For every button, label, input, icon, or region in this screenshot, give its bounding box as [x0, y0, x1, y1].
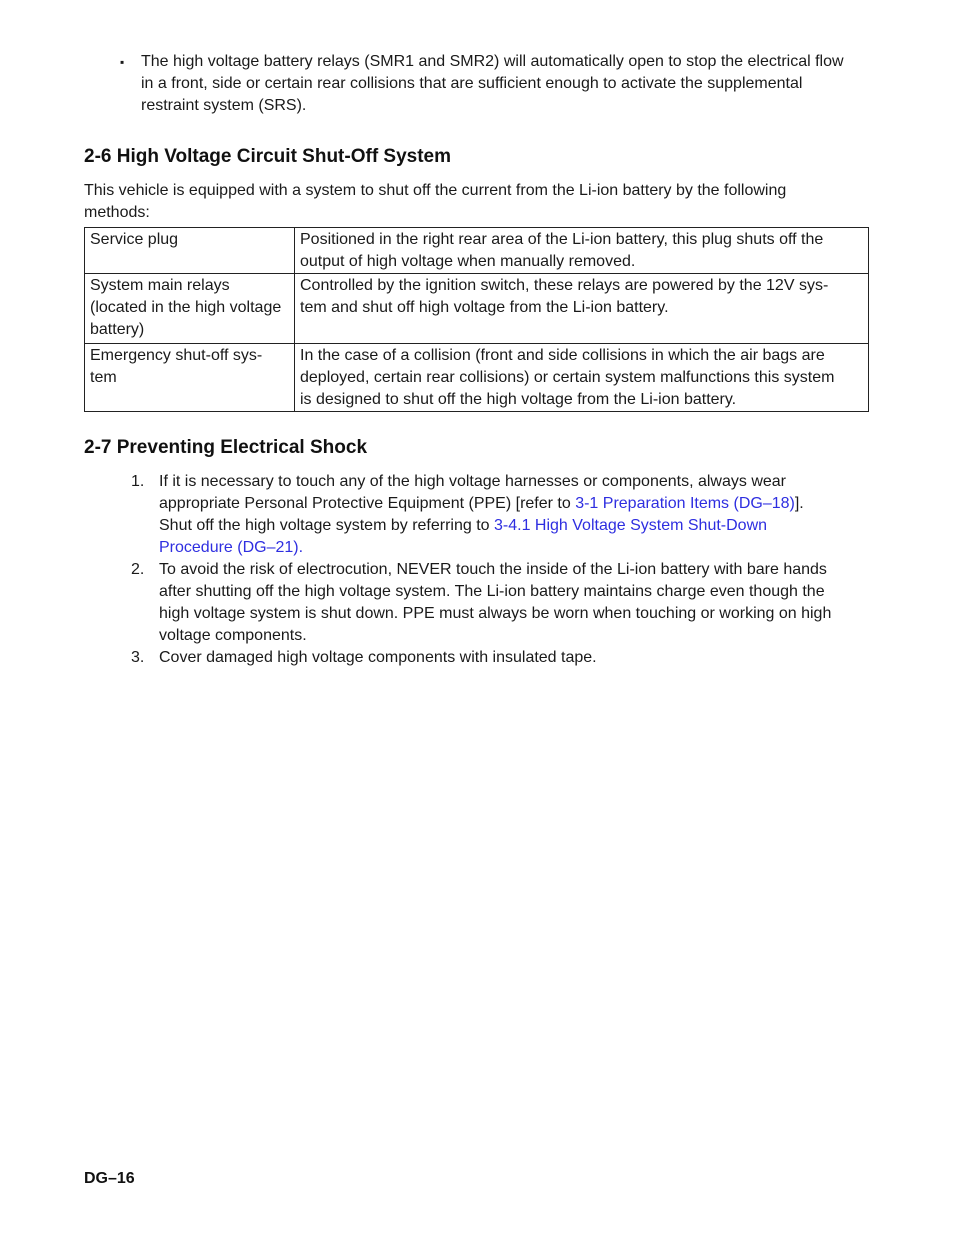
method-name-cell [85, 344, 295, 412]
cell-line: Controlled by the ignition switch, these relays are powered by the 12V sys- [300, 277, 829, 294]
bullet-line: restraint system (SRS). [141, 97, 307, 114]
page-number: DG–16 [84, 1170, 135, 1187]
list-number: 3. [131, 649, 145, 666]
table-row [85, 344, 869, 412]
cell-line: Service plug [90, 231, 179, 248]
shutdown-procedure-link[interactable]: 3-4.1 High Voltage System Shut-Down [494, 517, 768, 534]
cell-line: battery) [90, 321, 145, 338]
bullet-list [120, 51, 870, 117]
item-line: If it is necessary to touch any of the high voltage harnesses or components, always wear [159, 473, 786, 490]
intro-line: methods: [84, 204, 150, 221]
method-name-cell [85, 228, 295, 274]
cell-line: tem and shut off high voltage from the Li-ion battery. [300, 299, 669, 316]
intro-line: This vehicle is equipped with a system to shut off the current from the Li-ion battery by the following [84, 182, 787, 199]
cell-line: System main relays [90, 277, 230, 294]
cell-line: Emergency shut-off sys- [90, 347, 263, 364]
item-line: Cover damaged high voltage components with insulated tape. [159, 649, 597, 666]
cell-line: In the case of a collision (front and side collisions in which the air bags are [300, 347, 825, 364]
bullet-line: in a front, side or certain rear collisions that are sufficient enough to activate the supplemental [141, 75, 803, 92]
table-row [85, 274, 869, 344]
bullet-line: The high voltage battery relays (SMR1 and SMR2) will automatically open to stop the electrical flow [141, 53, 844, 70]
preparation-items-link[interactable]: 3-1 Preparation Items (DG–18) [575, 495, 795, 512]
cell-line: deployed, certain rear collisions) or certain system malfunctions this system [300, 369, 835, 386]
item-text: ]. [794, 495, 804, 512]
numbered-list [131, 471, 856, 669]
method-name-cell [85, 274, 295, 344]
item-line: high voltage system is shut down. PPE must always be worn when touching or working on high [159, 605, 832, 622]
cell-line: is designed to shut off the high voltage from the Li-ion battery. [300, 391, 737, 408]
item-text: Shut off the high voltage system by referring to [159, 517, 494, 534]
item-text: appropriate Personal Protective Equipment (PPE) [refer to [159, 495, 576, 512]
cell-line: output of high voltage when manually removed. [300, 253, 636, 270]
shutoff-methods-table [84, 227, 869, 412]
cell-line: (located in the high voltage [90, 299, 282, 316]
item-line [159, 493, 856, 515]
list-number: 1. [131, 473, 145, 490]
section-intro [84, 180, 844, 224]
list-item [131, 559, 856, 647]
method-desc-cell [295, 228, 869, 274]
method-desc-cell [295, 274, 869, 344]
shutdown-procedure-link-cont[interactable]: Procedure (DG–21). [159, 539, 304, 556]
list-item [131, 647, 856, 669]
bullet-marker: ▪ [120, 55, 125, 69]
method-desc-cell [295, 344, 869, 412]
section-heading-2-7: 2-7 Preventing Electrical Shock [84, 437, 368, 458]
list-number: 2. [131, 561, 145, 578]
list-item [131, 471, 856, 559]
item-line: after shutting off the high voltage system. The Li-ion battery maintains charge even though the [159, 583, 825, 600]
item-line [159, 537, 856, 559]
table-row [85, 228, 869, 274]
cell-line: Positioned in the right rear area of the Li-ion battery, this plug shuts off the [300, 231, 824, 248]
item-line [159, 515, 856, 537]
bullet-item [120, 51, 870, 117]
cell-line: tem [90, 369, 117, 386]
item-line: voltage components. [159, 627, 307, 644]
section-heading-2-6: 2-6 High Voltage Circuit Shut-Off System [84, 146, 452, 167]
item-line: To avoid the risk of electrocution, NEVER touch the inside of the Li-ion battery with bare hands [159, 561, 827, 578]
